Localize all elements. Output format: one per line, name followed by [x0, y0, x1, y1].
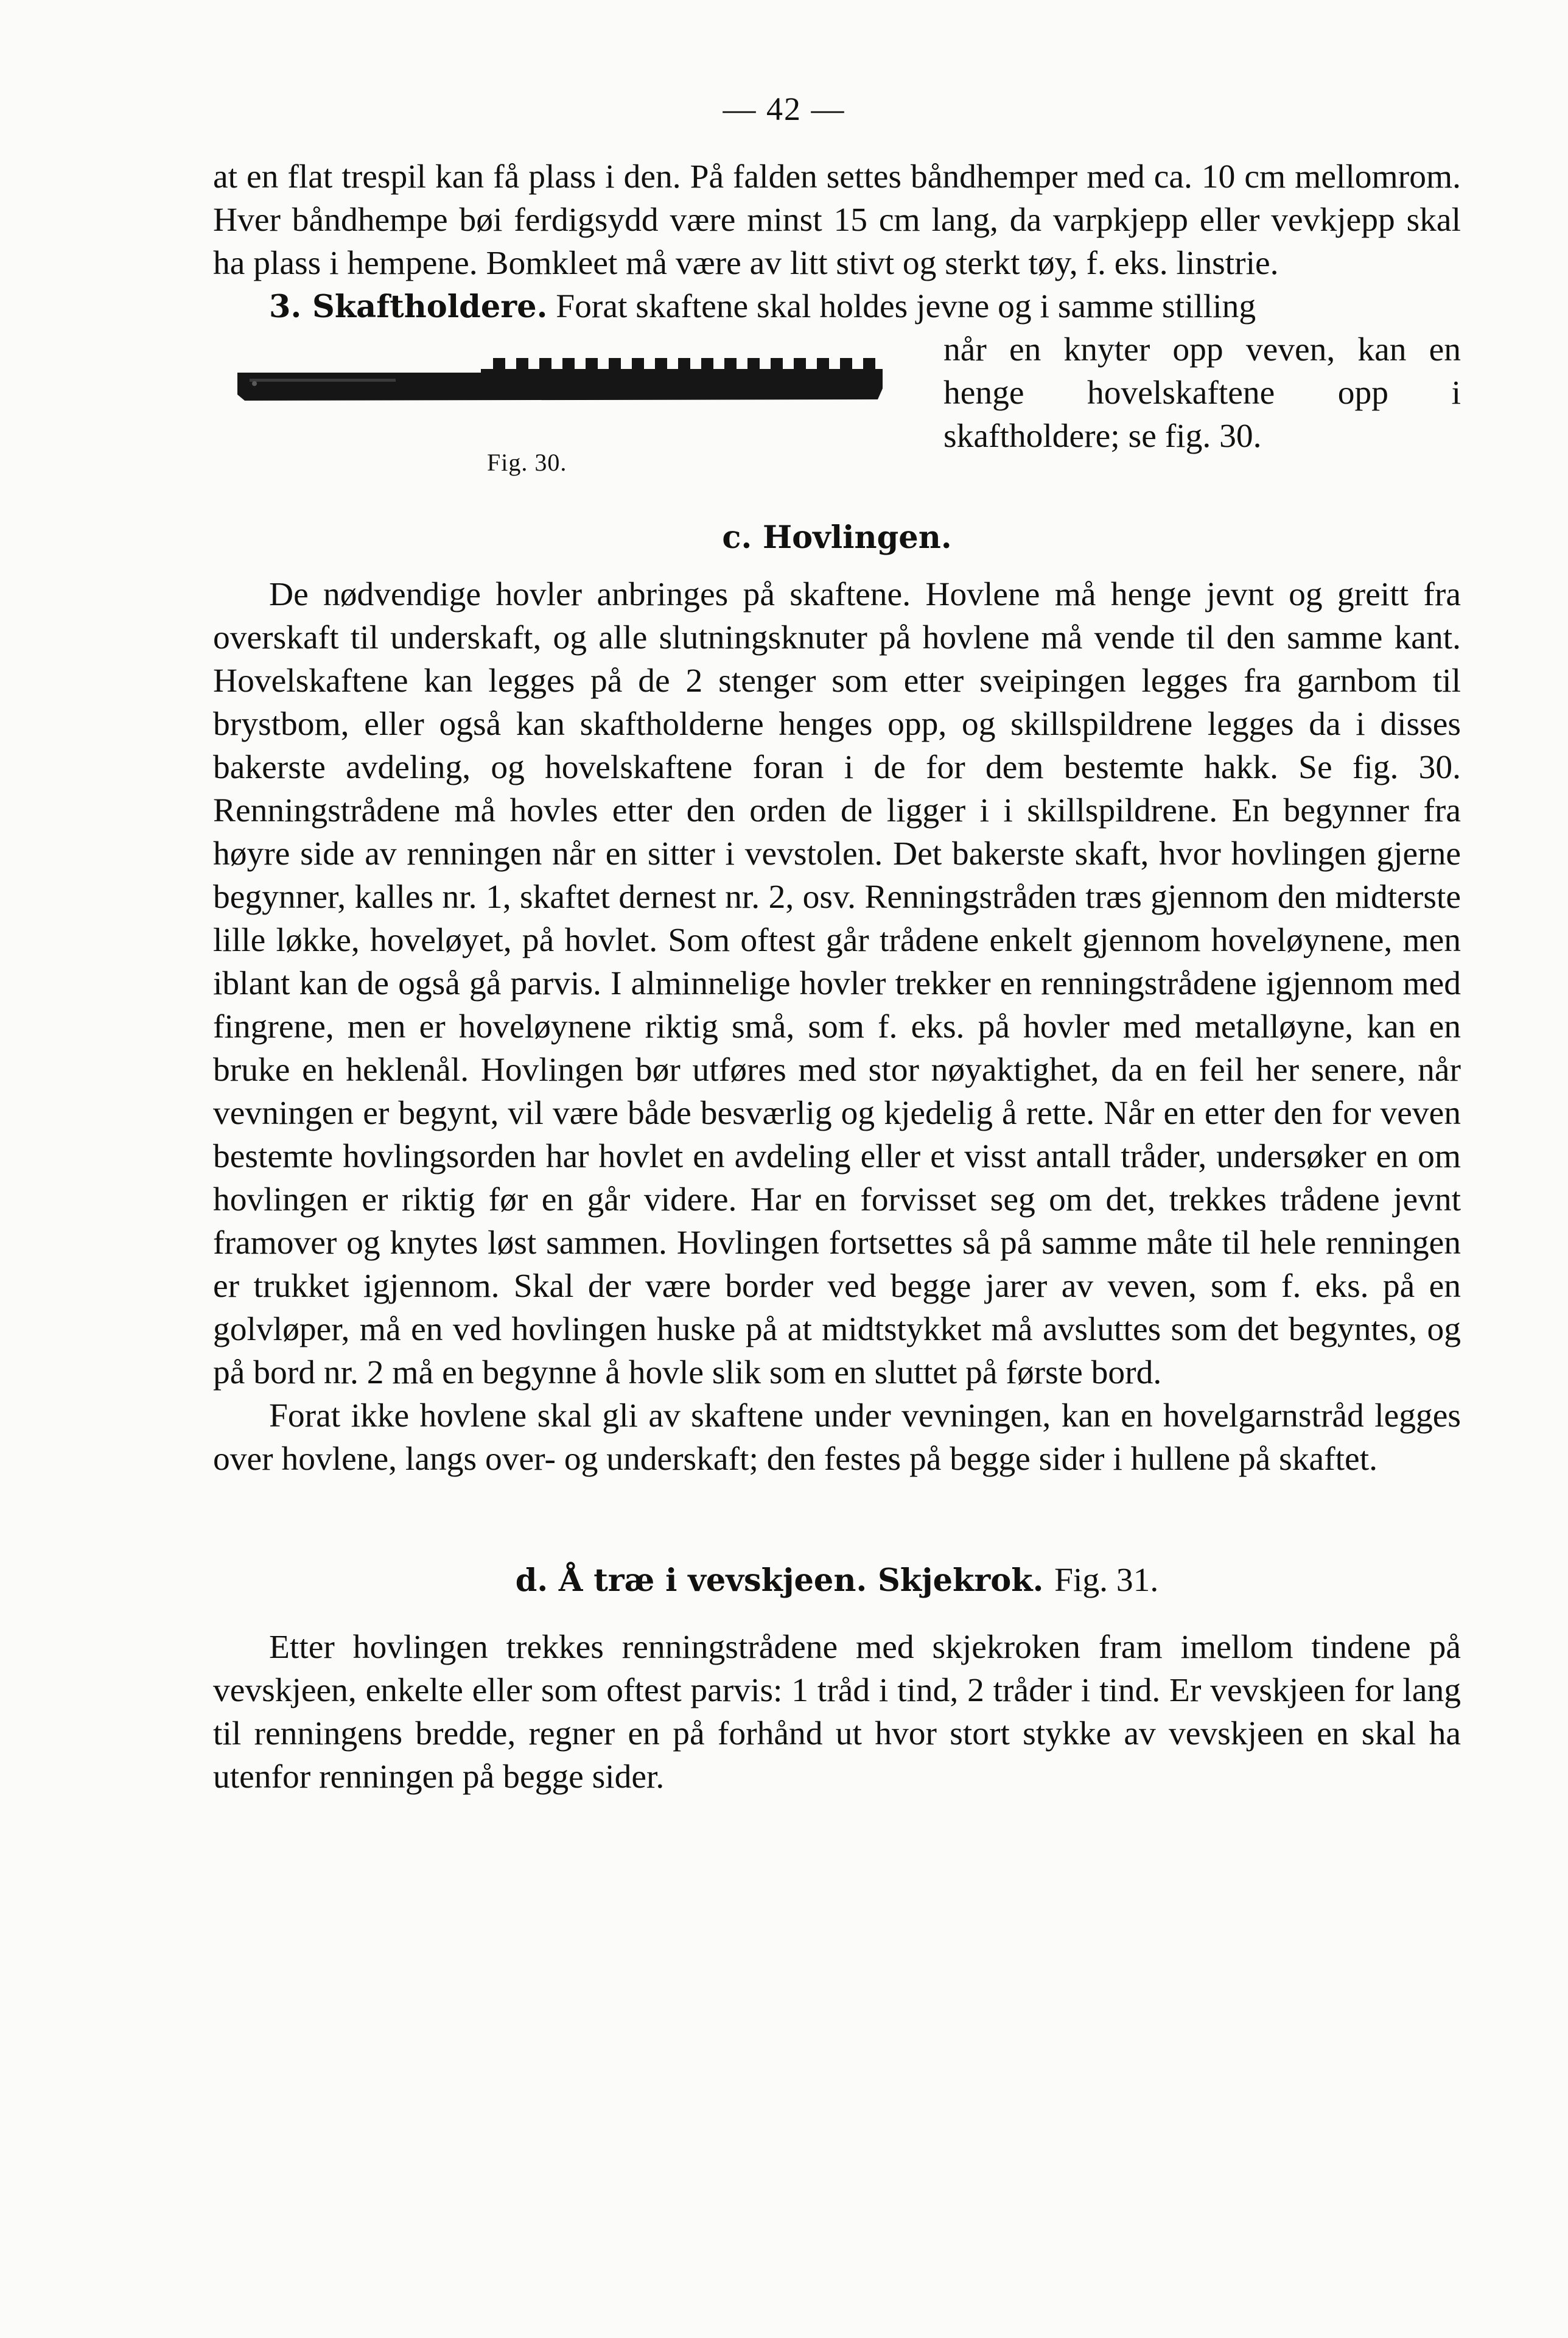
hovlingen-paragraph-1: De nødvendige hovler anbringes på skaftene. Hovlene må henge jevnt og greitt fra overskaft til underskaft, og alle slutningsknuter på hovlene må vende til den samme kant. Hovelskaftene kan legges på de 2 stenger som etter sveipingen legges fra garnbom til brystbom, eller også kan skaftholderne henges opp, og skillspildrene legges da i disses bakerste avdeling, og hovelskaftene foran i de for dem bestemte hakk. Se fig. 30. Renningstrådene må hovles etter den orden de ligger i i skillspildrene. En begynner fra høyre side av renningen når en sitter i vevstolen. Det bakerste skaft, hvor hovlingen gjerne begynner, kalles nr. 1, skaftet dernest nr. 2, osv. Renningstråden træs gjennom den midterste lille løkke, hoveløyet, på hovlet. Som oftest går trådene enkelt gjennom hoveløynene, men iblant kan de også gå parvis. I alminnelige hovler trekker en renningstrådene igjennom med fingrene, men er hoveløynene riktig små, som f. eks. på hovler med metalløyne, kan en bruke en heklenål. Hovlingen bør utføres med stor nøyaktighet, da en feil her senere, når vevningen er begynt, vil være både besværlig og kjedelig å rette. Når en etter den for veven bestemte hovlingsorden har hovlet en avdeling eller et visst antall tråder, undersøker en om hovlingen er riktig før en går videre. Har en forvisset seg om det, trekkes trådene jevnt framover og knytes løst sammen. Hovlingen fortsettes så på samme måte til hele renningen er trukket igjennom. Skal der være border ved begge jarer av veven, som f. eks. på en golvløper, må en ved hovlingen huske på at midtstykket må avsluttes som det begyntes, og på bord nr. 2 må en begynne å hovle slik som en sluttet på første bord.: [213, 576, 1461, 1391]
section3-first-line: [213, 285, 1461, 329]
heading-hovlingen: c. Hovlingen.: [722, 519, 952, 556]
section-skaftholdere: [213, 285, 1461, 476]
section3-text-first: Forat skaftene skal holdes jevne og i samme stilling: [556, 288, 1256, 325]
heading-d-text: d. Å træ i vevskjeen. Skjekrok.: [515, 1562, 1044, 1599]
section3-heading: 3. Skaftholdere.: [269, 289, 548, 325]
text-column: [213, 155, 1461, 1799]
figure-31-reference: Fig. 31.: [1054, 1562, 1159, 1599]
section3-text-rest: når en knyter opp veven, kan en henge hovelskaftene opp i skaftholdere; se fig. 30.: [943, 331, 1461, 455]
figure-30-caption: Fig. 30.: [487, 449, 567, 476]
vevskjeen-paragraph: Etter hovlingen trekkes renningstrådene med skjekroken fram imellom tindene på vevskjeen, enkelte eller som oftest parvis: 1 tråd i tind, 2 tråder i tind. Er vevskjeen for lang til renningens bredde, regner en på forhånd ut hvor stort stykke av vevskjeen en skal ha utenfor renningen på begge sider.: [213, 1629, 1461, 1796]
heading-trae-i-vevskjeen: [213, 1559, 1461, 1603]
hovlingen-paragraph-2: Forat ikke hovlene skal gli av skaftene under vevningen, kan en hovelgarnstråd legges over hovlene, langs over- og underskaft; den festes på begge sider i hullene på skaftet.: [213, 1397, 1461, 1478]
intro-paragraph: at en flat trespil kan få plass i den. På falden settes båndhemper med ca. 10 cm mellomrom. Hver båndhempe bøi ferdigsydd være minst 15 cm lang, da varpkjepp eller vevkjepp skal ha plass i hempene. Bomkleet må være av litt stivt og sterkt tøy, f. eks. linstrie.: [213, 158, 1461, 282]
page-number: — 42 —: [723, 91, 845, 127]
